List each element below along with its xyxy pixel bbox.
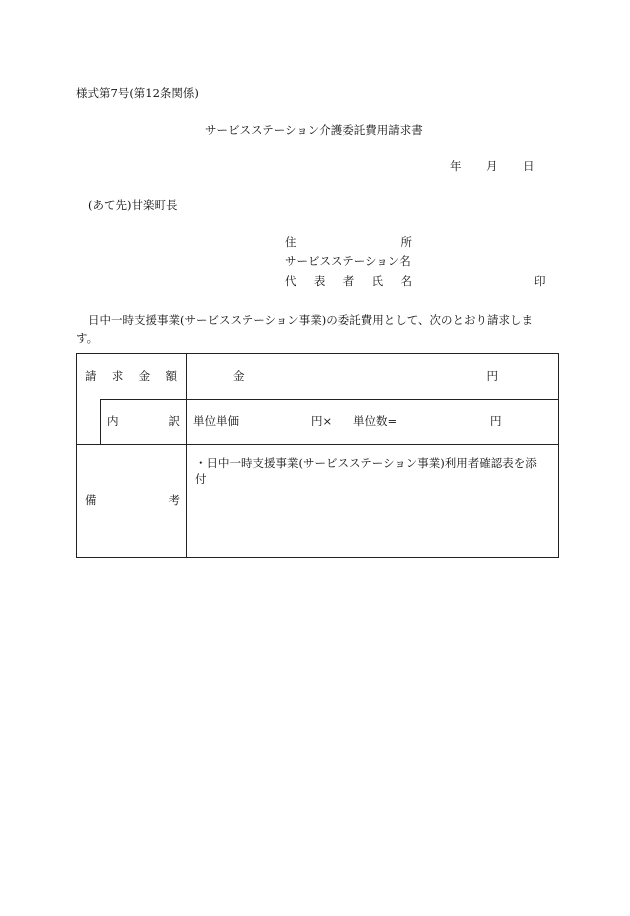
label-char: 請	[85, 368, 97, 383]
breakdown-label	[101, 400, 187, 445]
amount-prefix: 金	[233, 368, 245, 383]
unit-price-label: 単位単価	[193, 414, 239, 428]
body-text-line1: 日中一時支援事業(サービスステーション事業)の委託費用として、次のとおり請求しま	[88, 313, 534, 327]
date-day: 日	[523, 159, 535, 173]
request-table	[76, 353, 559, 558]
address-char: 住	[285, 235, 297, 249]
document-title: サービスステーション介護委託費用請求書	[205, 123, 423, 137]
label-char: 内	[107, 414, 119, 429]
remarks-label	[77, 445, 187, 558]
request-amount-label	[77, 354, 187, 400]
remarks-text: ・日中一時支援事業(サービスステーション事業)利用者確認表を添付	[195, 456, 537, 487]
amount-unit: 円	[486, 368, 498, 383]
label-char: 金	[138, 368, 151, 383]
representative-char: 表	[313, 274, 326, 288]
date-month: 月	[486, 159, 498, 173]
address-label	[285, 237, 412, 249]
body-text-line2: す。	[76, 331, 99, 345]
label-char: 額	[165, 368, 177, 383]
station-name-label: サービスステーション名	[285, 254, 411, 268]
label-char: 訳	[168, 414, 180, 429]
label-char: 考	[168, 493, 180, 508]
request-amount-value[interactable]	[187, 354, 559, 400]
representative-char: 名	[400, 274, 412, 288]
remarks-row	[77, 445, 559, 558]
representative-char: 氏	[371, 274, 384, 288]
date-year: 年	[450, 159, 462, 173]
addressee: (あて先)甘楽町長	[88, 198, 178, 212]
remarks-value[interactable]	[187, 445, 559, 558]
label-char: 備	[85, 493, 97, 508]
representative-char: 代	[285, 274, 297, 288]
representative-char: 者	[342, 274, 355, 288]
label-char: 求	[111, 368, 124, 383]
address-char: 所	[400, 235, 412, 249]
breakdown-indent	[77, 400, 101, 445]
unit-price-suffix: 円×	[311, 414, 333, 428]
form-number: 様式第7号(第12条関係)	[76, 86, 199, 100]
seal-mark: 印	[534, 274, 546, 288]
breakdown-value[interactable]	[187, 400, 559, 445]
breakdown-unit: 円	[490, 414, 502, 428]
breakdown-row	[77, 400, 559, 445]
unit-count-label: 単位数=	[353, 414, 398, 428]
representative-label	[285, 276, 412, 288]
request-amount-row	[77, 354, 559, 400]
